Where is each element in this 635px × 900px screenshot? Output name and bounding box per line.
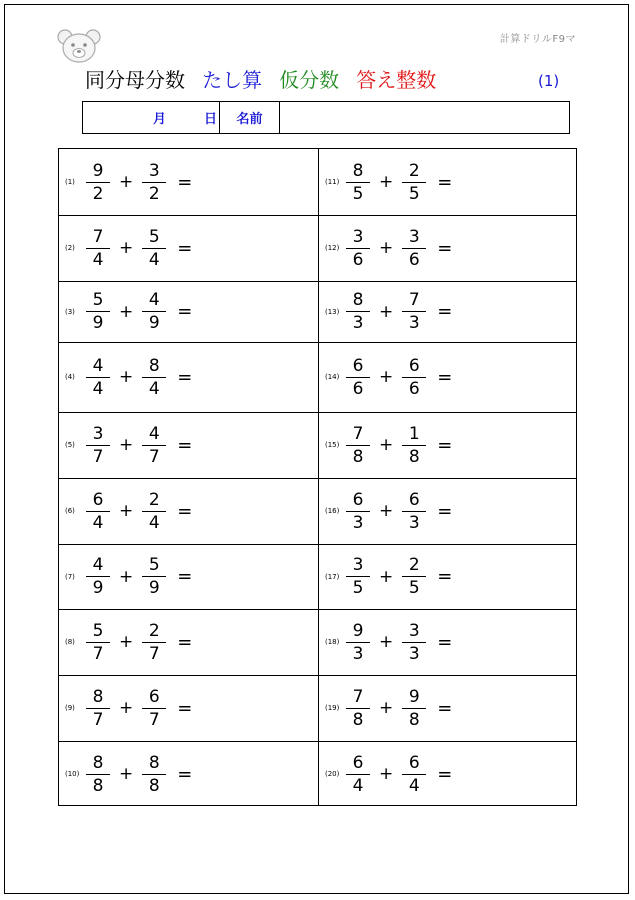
- problem-number: (11): [325, 178, 340, 186]
- problem-item: [59, 679, 192, 737]
- plus-sign: +: [379, 301, 394, 322]
- numerator: 3: [92, 423, 104, 444]
- numerator: 7: [408, 290, 420, 310]
- problem-item: [59, 548, 192, 606]
- denominator: 3: [408, 643, 420, 664]
- denominator: 5: [408, 183, 420, 204]
- denominator: 4: [352, 775, 364, 796]
- problem-number: (4): [65, 373, 75, 381]
- numerator: 7: [352, 686, 364, 707]
- plus-sign: +: [119, 501, 134, 521]
- problem-item: [319, 482, 452, 540]
- denominator: 6: [352, 249, 364, 270]
- problem-item: [59, 153, 192, 211]
- denominator: 8: [408, 709, 420, 730]
- numerator: 9: [352, 620, 364, 641]
- problem-number: (16): [325, 507, 340, 515]
- fraction-a: [345, 226, 371, 271]
- equals-sign: =: [177, 500, 193, 522]
- problem-number: (10): [65, 770, 80, 778]
- plus-sign: +: [119, 172, 134, 192]
- numerator: 6: [352, 355, 364, 376]
- equals-sign: =: [177, 171, 193, 193]
- row-divider: [59, 609, 576, 610]
- denominator: 7: [92, 709, 104, 730]
- worksheet-title: [85, 64, 575, 96]
- plus-sign: +: [119, 238, 134, 258]
- row-divider: [59, 215, 576, 216]
- denominator: 3: [352, 643, 364, 664]
- numerator: 2: [148, 489, 160, 510]
- fraction-a: [345, 686, 371, 731]
- denominator: 4: [92, 512, 104, 533]
- fraction-b: [141, 226, 167, 271]
- denominator: 3: [408, 313, 420, 333]
- title-part-answer: 答え整数: [356, 68, 437, 92]
- fraction-a: [85, 289, 111, 334]
- denominator: 3: [352, 512, 364, 533]
- denominator: 7: [92, 446, 104, 467]
- fraction-a: [85, 620, 111, 665]
- problem-number: (1): [65, 178, 75, 186]
- problem-number: (6): [65, 507, 75, 515]
- problem-item: [319, 283, 452, 341]
- denominator: 2: [92, 183, 104, 204]
- plus-sign: +: [119, 698, 134, 718]
- denominator: 3: [352, 313, 364, 333]
- fraction-a: [345, 554, 371, 599]
- name-date-row: [82, 101, 570, 134]
- problem-item: [59, 219, 192, 277]
- plus-sign: +: [119, 435, 134, 455]
- fraction-a: [345, 289, 371, 334]
- numerator: 8: [92, 686, 104, 707]
- fraction-a: [345, 752, 371, 797]
- numerator: 8: [352, 160, 364, 181]
- plus-sign: +: [379, 698, 394, 718]
- numerator: 3: [408, 620, 420, 641]
- numerator: 8: [352, 290, 364, 310]
- fraction-a: [85, 355, 111, 400]
- fraction-a: [345, 355, 371, 400]
- equals-sign: =: [437, 171, 453, 193]
- plus-sign: +: [119, 764, 134, 784]
- problem-item: [319, 219, 452, 277]
- numerator: 6: [352, 752, 364, 773]
- equals-sign: =: [177, 434, 193, 456]
- equals-sign: =: [177, 566, 193, 587]
- row-divider: [59, 544, 576, 545]
- problem-number: (20): [325, 770, 340, 778]
- problem-item: [319, 679, 452, 737]
- fraction-b: [141, 289, 167, 334]
- numerator: 7: [352, 423, 364, 444]
- denominator: 9: [92, 578, 104, 598]
- denominator: 8: [352, 709, 364, 730]
- fraction-b: [141, 554, 167, 599]
- row-divider: [59, 675, 576, 676]
- fraction-b: [141, 160, 167, 205]
- equals-sign: =: [437, 500, 453, 522]
- sheet-number: (1): [538, 72, 560, 90]
- problem-item: [319, 613, 452, 671]
- numerator: 8: [148, 752, 160, 773]
- denominator: 8: [148, 775, 160, 796]
- denominator: 3: [408, 512, 420, 533]
- numerator: 8: [148, 355, 160, 376]
- equals-sign: =: [437, 366, 453, 388]
- numerator: 7: [92, 226, 104, 247]
- numerator: 4: [148, 423, 160, 444]
- title-part-topic: 同分母分数: [85, 68, 185, 92]
- fraction-b: [401, 355, 427, 400]
- date-field[interactable]: [83, 102, 220, 133]
- fraction-b: [141, 423, 167, 468]
- denominator: 5: [352, 578, 364, 598]
- fraction-a: [345, 620, 371, 665]
- numerator: 3: [352, 555, 364, 575]
- numerator: 3: [352, 226, 364, 247]
- problem-number: (5): [65, 441, 75, 449]
- numerator: 9: [408, 686, 420, 707]
- fraction-b: [141, 752, 167, 797]
- numerator: 5: [148, 555, 160, 575]
- denominator: 4: [92, 378, 104, 399]
- month-label: 月: [153, 112, 167, 127]
- fraction-a: [345, 423, 371, 468]
- problem-number: (18): [325, 638, 340, 646]
- denominator: 7: [148, 643, 160, 664]
- problem-number: (14): [325, 373, 340, 381]
- fraction-b: [141, 355, 167, 400]
- problem-item: [59, 348, 192, 406]
- problem-item: [319, 745, 452, 803]
- fraction-a: [85, 554, 111, 599]
- denominator: 2: [148, 183, 160, 204]
- denominator: 5: [408, 578, 420, 598]
- problem-number: (2): [65, 244, 75, 252]
- problem-item: [59, 482, 192, 540]
- problem-item: [319, 348, 452, 406]
- name-label: 名前: [220, 102, 280, 133]
- denominator: 5: [352, 183, 364, 204]
- equals-sign: =: [437, 697, 453, 719]
- fraction-b: [401, 226, 427, 271]
- fraction-b: [401, 686, 427, 731]
- equals-sign: =: [437, 434, 453, 456]
- problem-item: [59, 283, 192, 341]
- fraction-b: [141, 686, 167, 731]
- plus-sign: +: [379, 566, 394, 587]
- problem-number: (19): [325, 704, 340, 712]
- numerator: 2: [148, 620, 160, 641]
- denominator: 6: [408, 249, 420, 270]
- bear-logo-icon: [56, 28, 102, 64]
- fraction-a: [85, 423, 111, 468]
- numerator: 4: [148, 290, 160, 310]
- fraction-b: [401, 554, 427, 599]
- denominator: 4: [408, 775, 420, 796]
- equals-sign: =: [437, 301, 453, 322]
- denominator: 6: [408, 378, 420, 399]
- equals-sign: =: [177, 697, 193, 719]
- numerator: 6: [408, 752, 420, 773]
- equals-sign: =: [177, 763, 193, 785]
- plus-sign: +: [119, 632, 134, 652]
- problem-number: (17): [325, 572, 340, 581]
- problem-number: (8): [65, 638, 75, 646]
- fraction-a: [345, 489, 371, 534]
- numerator: 5: [92, 290, 104, 310]
- problem-item: [319, 153, 452, 211]
- row-divider: [59, 741, 576, 742]
- equals-sign: =: [177, 301, 193, 322]
- plus-sign: +: [379, 501, 394, 521]
- name-field[interactable]: [280, 102, 569, 133]
- fraction-b: [401, 289, 427, 334]
- denominator: 6: [352, 378, 364, 399]
- fraction-a: [345, 160, 371, 205]
- numerator: 4: [92, 555, 104, 575]
- row-divider: [59, 412, 576, 413]
- row-divider: [59, 478, 576, 479]
- numerator: 2: [408, 555, 420, 575]
- numerator: 8: [92, 752, 104, 773]
- equals-sign: =: [177, 366, 193, 388]
- plus-sign: +: [379, 435, 394, 455]
- equals-sign: =: [437, 237, 453, 259]
- fraction-a: [85, 686, 111, 731]
- problem-number: (12): [325, 244, 340, 252]
- equals-sign: =: [177, 237, 193, 259]
- numerator: 5: [92, 620, 104, 641]
- plus-sign: +: [379, 632, 394, 652]
- denominator: 7: [148, 446, 160, 467]
- problem-number: (9): [65, 704, 75, 712]
- numerator: 6: [148, 686, 160, 707]
- plus-sign: +: [119, 367, 134, 387]
- plus-sign: +: [119, 566, 134, 587]
- plus-sign: +: [379, 764, 394, 784]
- problem-number: (7): [65, 572, 75, 581]
- equals-sign: =: [437, 566, 453, 587]
- numerator: 3: [148, 160, 160, 181]
- fraction-a: [85, 752, 111, 797]
- problem-number: (13): [325, 307, 340, 316]
- denominator: 7: [92, 643, 104, 664]
- numerator: 1: [408, 423, 420, 444]
- denominator: 9: [148, 313, 160, 333]
- denominator: 4: [92, 249, 104, 270]
- numerator: 6: [408, 489, 420, 510]
- fraction-a: [85, 489, 111, 534]
- equals-sign: =: [437, 763, 453, 785]
- numerator: 6: [408, 355, 420, 376]
- numerator: 6: [352, 489, 364, 510]
- problem-item: [59, 745, 192, 803]
- fraction-b: [141, 489, 167, 534]
- equals-sign: =: [437, 631, 453, 653]
- problem-item: [59, 416, 192, 474]
- fraction-b: [401, 752, 427, 797]
- title-part-operation: たし算: [202, 68, 263, 92]
- numerator: 6: [92, 489, 104, 510]
- numerator: 9: [92, 160, 104, 181]
- fraction-b: [401, 489, 427, 534]
- numerator: 4: [92, 355, 104, 376]
- denominator: 9: [92, 313, 104, 333]
- row-divider: [59, 342, 576, 343]
- day-label: 日: [204, 112, 218, 127]
- denominator: 7: [148, 709, 160, 730]
- fraction-a: [85, 160, 111, 205]
- fraction-b: [141, 620, 167, 665]
- equals-sign: =: [177, 631, 193, 653]
- denominator: 8: [92, 775, 104, 796]
- fraction-b: [401, 620, 427, 665]
- numerator: 2: [408, 160, 420, 181]
- problem-number: (3): [65, 307, 75, 316]
- title-part-type: 仮分数: [279, 68, 340, 92]
- denominator: 4: [148, 249, 160, 270]
- problem-item: [59, 613, 192, 671]
- problem-grid: [58, 148, 577, 806]
- plus-sign: +: [119, 301, 134, 322]
- plus-sign: +: [379, 172, 394, 192]
- fraction-b: [401, 423, 427, 468]
- denominator: 8: [352, 446, 364, 467]
- problem-item: [319, 416, 452, 474]
- denominator: 8: [408, 446, 420, 467]
- plus-sign: +: [379, 367, 394, 387]
- denominator: 4: [148, 378, 160, 399]
- site-name: 計算ドリルF9マ: [499, 34, 576, 45]
- plus-sign: +: [379, 238, 394, 258]
- problem-number: (15): [325, 441, 340, 449]
- denominator: 9: [148, 578, 160, 598]
- numerator: 5: [148, 226, 160, 247]
- fraction-a: [85, 226, 111, 271]
- denominator: 4: [148, 512, 160, 533]
- problem-item: [319, 548, 452, 606]
- numerator: 3: [408, 226, 420, 247]
- fraction-b: [401, 160, 427, 205]
